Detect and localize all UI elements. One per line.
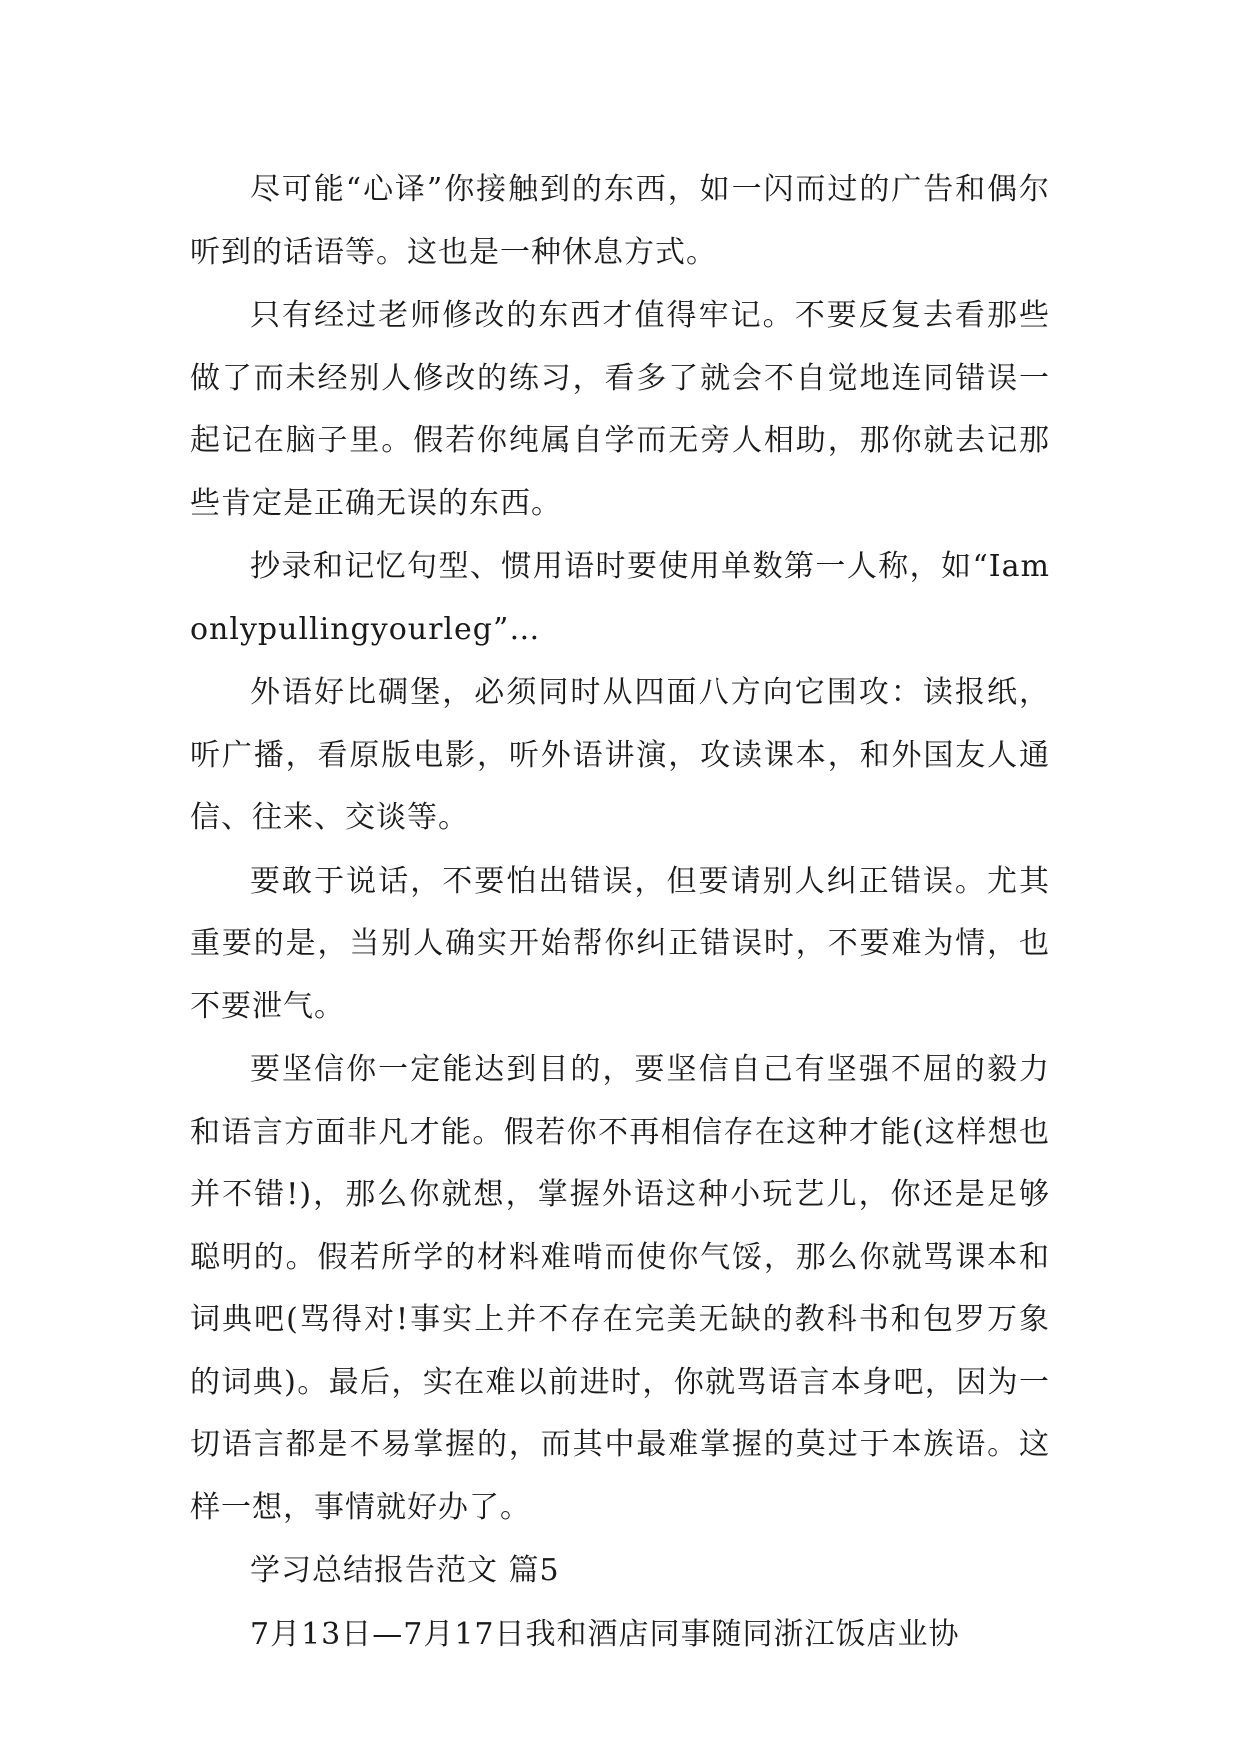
paragraph-5: 要敢于说话，不要怕出错误，但要请别人纠正错误。尤其重要的是，当别人确实开始帮你纠正错误时，不要难为情，也不要泄气。 (190, 863, 1050, 1024)
paragraph-1: 尽可能“心译”你接触到的东西，如一闪而过的广告和偶尔听到的话语等。这也是一种休息方式。 (190, 172, 1050, 270)
paragraph-2: 只有经过老师修改的东西才值得牢记。不要反复去看那些做了而未经别人修改的练习，看多了就会不自觉地连同错误一起记在脑子里。假若你纯属自学而无旁人相助，那你就去记那些肯定是正确无误的东西。 (190, 298, 1050, 521)
paragraph-3: 抄录和记忆句型、惯用语时要使用单数第一人称，如“Iamonlypullingyourleg”… (190, 549, 1050, 647)
section-heading: 学习总结报告范文 篇5 (250, 1553, 560, 1588)
paragraph-7: 7月13日—7月17日我和酒店同事随同浙江饭店业协 (250, 1616, 960, 1652)
paragraph-4: 外语好比碉堡，必须同时从四面八方向它围攻：读报纸，听广播，看原版电影，听外语讲演，攻读课本，和外国友人通信、往来、交谈等。 (190, 675, 1050, 835)
paragraph-6: 要坚信你一定能达到目的，要坚信自己有坚强不屈的毅力和语言方面非凡才能。假若你不再相信存在这种才能(这样想也并不错!)，那么你就想，掌握外语这种小玩艺儿，你还是足够聪明的。假若所学的材料难啃而使你气馁，那么你就骂课本和词典吧(骂得对!事实上并不存在完美无缺的教科书和包罗万象的词典)。最后，实在难以前进时，你就骂语言本身吧，因为一切语言都是不易掌握的，而其中最难掌握的莫过于本族语。这样一想，事情就好办了。 (190, 1052, 1050, 1525)
document-page (190, 158, 1050, 1666)
